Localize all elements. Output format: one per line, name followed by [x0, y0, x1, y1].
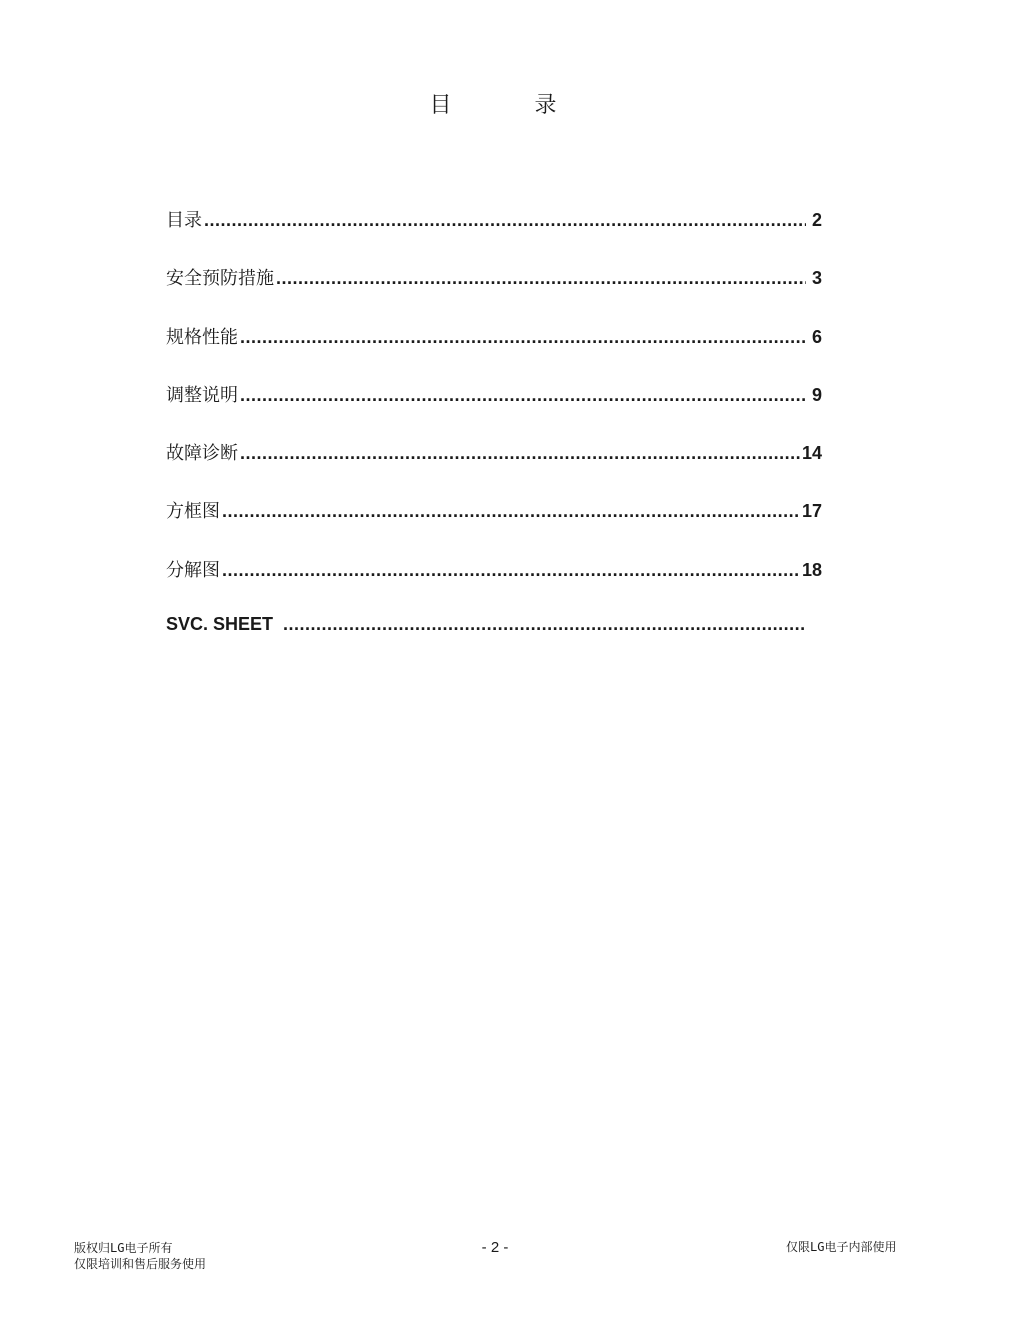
toc-entry-label: 规格性能	[166, 326, 238, 348]
toc-dot-leader	[240, 385, 806, 406]
toc-entry-specifications[interactable]	[166, 323, 822, 381]
page-title: 目 录	[429, 93, 595, 118]
toc-entry-page: 3	[811, 268, 822, 289]
toc-entry-label: 分解图	[166, 559, 220, 581]
toc-entry-exploded-view[interactable]	[166, 556, 822, 614]
toc-entry-label: 方框图	[166, 501, 220, 523]
toc-entry-adjustment[interactable]	[166, 381, 822, 439]
toc-dot-leader	[283, 614, 806, 635]
footer-internal-use: 仅限LG电子内部使用	[786, 1240, 897, 1254]
footer-copyright	[74, 1240, 206, 1272]
toc-dot-leader	[276, 268, 806, 289]
toc-entry-svc-sheet[interactable]	[166, 614, 822, 672]
toc-dot-leader	[222, 560, 800, 581]
toc-entry-troubleshooting[interactable]	[166, 439, 822, 497]
toc-entry-label: SVC. SHEET	[166, 614, 274, 635]
toc-entry-label: 故障诊断	[166, 443, 238, 465]
toc-entry-contents[interactable]	[166, 206, 822, 264]
toc-entry-page: 9	[811, 384, 822, 405]
toc-entry-page: 17	[801, 501, 822, 522]
table-of-contents	[166, 206, 822, 672]
toc-entry-page: 2	[811, 210, 822, 230]
toc-entry-page: 18	[801, 559, 822, 580]
footer-page-number: - 2 -	[481, 1239, 509, 1256]
toc-entry-label: 安全预防措施	[166, 268, 274, 290]
toc-entry-label: 目录	[166, 210, 202, 231]
toc-entry-label: 调整说明	[166, 384, 238, 406]
toc-dot-leader	[222, 501, 800, 522]
footer-copyright-line1: 版权归LG电子所有	[74, 1241, 173, 1255]
toc-dot-leader	[240, 327, 806, 348]
toc-entry-block-diagram[interactable]	[166, 497, 822, 555]
footer-copyright-line2: 仅限培训和售后服务使用	[74, 1257, 207, 1271]
toc-dot-leader	[204, 210, 806, 231]
toc-entry-page: 14	[801, 443, 822, 464]
toc-dot-leader	[240, 443, 800, 464]
toc-entry-page: 6	[811, 326, 822, 347]
toc-entry-safety[interactable]	[166, 264, 822, 322]
